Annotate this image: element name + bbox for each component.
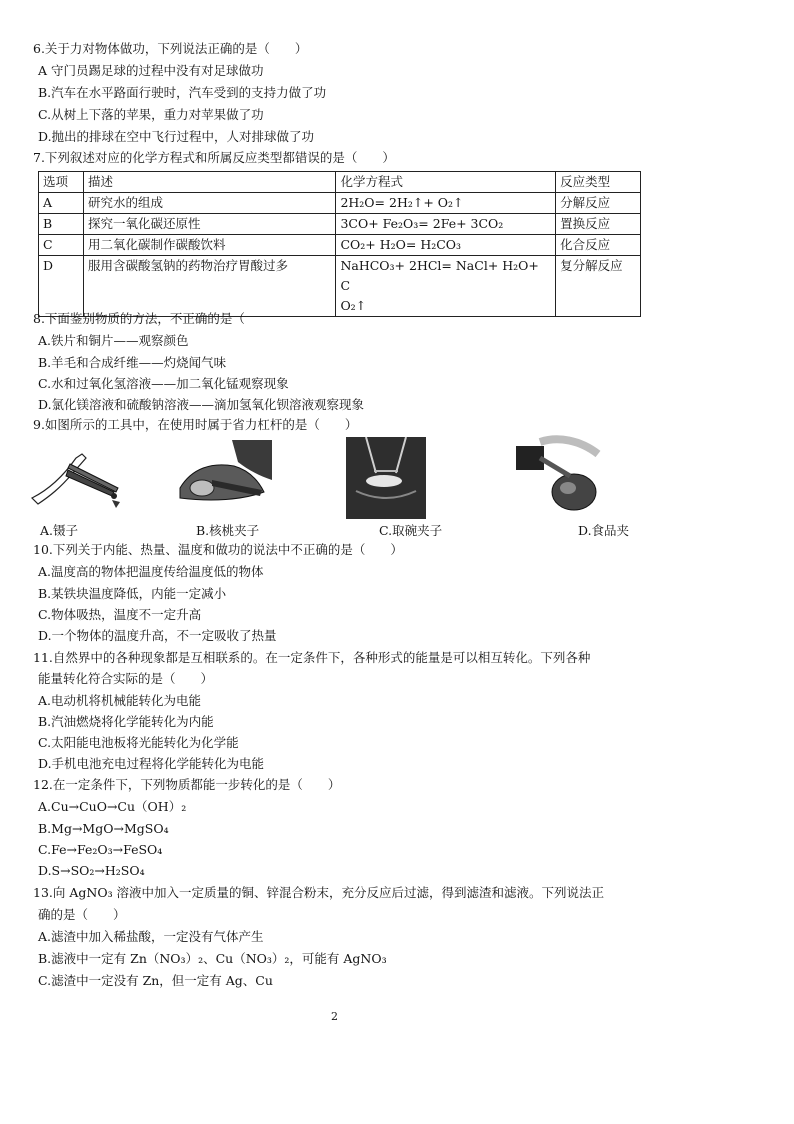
walnut-cracker-image: [172, 440, 272, 510]
table-cell: 3CO+ Fe₂O₃= 2Fe+ 3CO₂: [336, 214, 556, 235]
table-cell: 置换反应: [556, 214, 641, 235]
equation-line-2: O₂↑: [340, 298, 367, 313]
q10-option-a: A.温度高的物体把温度传给温度低的物体: [38, 564, 264, 579]
q12-stem: 12.在一定条件下，下列物质都能一步转化的是（ ）: [33, 777, 341, 792]
q11-option-c: C.太阳能电池板将光能转化为化学能: [38, 735, 239, 750]
q11-stem-line2: 能量转化符合实际的是（ ）: [38, 671, 214, 686]
q8-option-a: A.铁片和铜片——观察颜色: [38, 333, 189, 348]
q8-option-c: C.水和过氧化氢溶液——加二氧化锰观察现象: [38, 376, 289, 391]
q13-stem-line1: 13.向 AgNO₃ 溶液中加入一定质量的铜、锌混合粉末，充分反应后过滤，得到滤渣和滤液。下列说法正: [33, 885, 605, 900]
q6-option-a: A 守门员踢足球的过程中没有对足球做功: [38, 63, 264, 78]
q8-stem: 8.下面鉴别物质的方法，不正确的是（: [33, 311, 245, 326]
q13-stem-line2: 确的是（ ）: [38, 907, 126, 922]
table-header: 化学方程式: [336, 172, 556, 193]
q10-option-c: C.物体吸热，温度不一定升高: [38, 607, 202, 622]
q9-caption-c: C.取碗夹子: [379, 523, 443, 538]
table-cell: 2H₂O= 2H₂↑+ O₂↑: [336, 193, 556, 214]
table-header: 选项: [39, 172, 84, 193]
table-header: 描述: [83, 172, 336, 193]
q9-caption-d: D.食品夹: [578, 523, 630, 538]
q11-option-d: D.手机电池充电过程将化学能转化为电能: [38, 756, 265, 771]
q11-option-a: A.电动机将机械能转化为电能: [38, 693, 202, 708]
q10-option-b: B.某铁块温度降低，内能一定减小: [38, 586, 227, 601]
q7-table: [38, 171, 641, 317]
table-row: [39, 214, 641, 235]
q9-caption-a: A.镊子: [40, 523, 79, 538]
q6-option-b: B.汽车在水平路面行驶时，汽车受到的支持力做了功: [38, 85, 327, 100]
bowl-clamp-image: [346, 437, 426, 519]
table-cell: 用二氧化碳制作碳酸饮料: [83, 235, 336, 256]
q9-stem: 9.如图所示的工具中，在使用时属于省力杠杆的是（ ）: [33, 417, 358, 432]
q6-option-c: C.从树上下落的苹果，重力对苹果做了功: [38, 107, 264, 122]
q8-option-b: B.羊毛和合成纤维——灼烧闻气味: [38, 355, 227, 370]
q12-option-d: D.S→SO₂→H₂SO₄: [38, 863, 145, 878]
table-cell: B: [39, 214, 84, 235]
q9-caption-b: B.核桃夹子: [196, 523, 260, 538]
table-cell: C: [39, 235, 84, 256]
table-cell: 复分解反应: [556, 256, 641, 317]
q6-option-d: D.抛出的排球在空中飞行过程中，人对排球做了功: [38, 129, 315, 144]
page-number: 2: [331, 1010, 338, 1023]
q6-stem: 6.关于力对物体做功，下列说法正确的是（ ）: [33, 41, 308, 56]
q7-stem: 7.下列叙述对应的化学方程式和所属反应类型都错误的是（ ）: [33, 150, 395, 165]
tweezers-image: [28, 440, 128, 512]
q10-stem: 10.下列关于内能、热量、温度和做功的说法中不正确的是（ ）: [33, 542, 403, 557]
table-cell: 探究一氧化碳还原性: [83, 214, 336, 235]
q11-stem-line1: 11.自然界中的各种现象都是互相联系的。在一定条件下，各种形式的能量是可以相互转化。下列各种: [33, 650, 591, 665]
table-cell: A: [39, 193, 84, 214]
table-cell: 服用含碳酸氢钠的药物治疗胃酸过多: [83, 256, 336, 317]
table-row: [39, 256, 641, 317]
table-cell: 分解反应: [556, 193, 641, 214]
q13-option-c: C.滤渣中一定没有 Zn，但一定有 Ag、Cu: [38, 973, 273, 988]
table-row: [39, 193, 641, 214]
q12-option-a: A.Cu→CuO→Cu（OH）₂: [38, 799, 187, 814]
q8-option-d: D.氯化镁溶液和硫酸钠溶液——滴加氢氧化钡溶液观察现象: [38, 397, 365, 412]
q13-option-a: A.滤渣中加入稀盐酸，一定没有气体产生: [38, 929, 264, 944]
q10-option-d: D.一个物体的温度升高，不一定吸收了热量: [38, 628, 277, 643]
table-cell: 化合反应: [556, 235, 641, 256]
q11-option-b: B.汽油燃烧将化学能转化为内能: [38, 714, 214, 729]
q13-option-b: B.滤液中一定有 Zn（NO₃）₂、Cu（NO₃）₂，可能有 AgNO₃: [38, 951, 387, 966]
q12-option-c: C.Fe→Fe₂O₃→FeSO₄: [38, 842, 163, 857]
food-tongs-image: [510, 432, 606, 518]
equation-line-1: NaHCO₃+ 2HCl= NaCl+ H₂O+ C: [340, 258, 539, 293]
table-header: 反应类型: [556, 172, 641, 193]
table-header-row: [39, 172, 641, 193]
table-cell: [336, 256, 556, 317]
table-row: [39, 235, 641, 256]
table-cell: CO₂+ H₂O= H₂CO₃: [336, 235, 556, 256]
table-cell: D: [39, 256, 84, 317]
table-cell: 研究水的组成: [83, 193, 336, 214]
q12-option-b: B.Mg→MgO→MgSO₄: [38, 821, 169, 836]
